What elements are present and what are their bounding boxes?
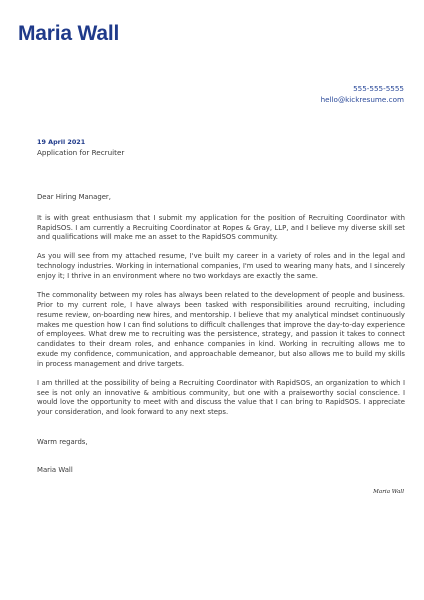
paragraph-1: It is with great enthusiasm that I submit my application for the position of Recruiting Coordinator with RapidSOS. I am currently a Recruiting Coordinator at Ropes & Gray, LLP, and I believe my diverse skill set and qualifications will make me an asset to the RapidSOS community. (37, 213, 405, 242)
letter-subject: Application for Recruiter (37, 148, 125, 157)
signer-name: Maria Wall (37, 466, 73, 474)
paragraph-2: As you will see from my attached resume, I've built my career in a variety of roles and in the legal and technology industries. Working in international companies, I'm used to wearing many hats, and I sincerely enjoy it; I thrive in an environment where no two workdays are exactly the same. (37, 252, 405, 281)
closing: Warm regards, (37, 438, 88, 446)
contact-block (321, 84, 404, 105)
applicant-name: Maria Wall (18, 22, 120, 45)
letter-body (37, 193, 405, 427)
footer-signature: Maria Wall (373, 489, 404, 495)
paragraph-4: I am thrilled at the possibility of being a Recruiting Coordinator with RapidSOS, an organization to which I see is not only an innovative & ambitious community, but one with a praiseworthy social conscience. I would love the opportunity to meet with and discuss the value that I can bring to RapidSOS. I appreciate your consideration, and look forward to any next steps. (37, 378, 405, 417)
contact-email: hello@kickresume.com (320, 94, 404, 104)
letter-date: 19 April 2021 (37, 138, 86, 146)
contact-phone: 555-555-5555 (353, 84, 404, 93)
paragraph-3: The commonality between my roles has always been related to the development of people and business. Prior to my current role, I have always been tasked with responsibilities around recruiting, including resume review, on-boarding new hires, and mentorship. I believe that my analytical mindset continuously makes me question how I can find solutions to difficult challenges that improve the day-to-day experience of employees. What drew me to recruiting was the persistence, strategy, and passion it takes to connect candidates to their dream roles, and enhance companies in kind. Working in recruiting allows me to exude my confidence, communication, and approachable demeanor, but also allows me to build my skills in process management and drive targets. (37, 291, 405, 368)
salutation: Dear Hiring Manager, (37, 193, 111, 201)
